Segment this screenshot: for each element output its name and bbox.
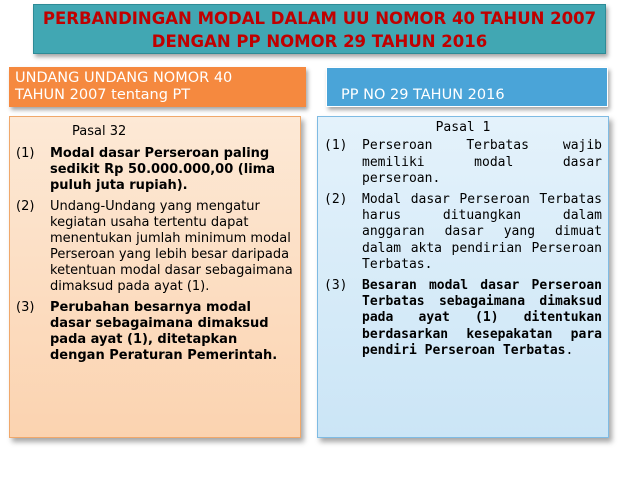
right-item-2-text: Modal dasar Perseroan Terbatas harus dituangkan dalam anggaran dasar yang dimuat dalam akta pendirian Perseroan Terbatas. xyxy=(362,191,602,273)
right-item-3-period: . xyxy=(565,343,574,359)
slide-title xyxy=(33,4,606,54)
left-pasal-heading: Pasal 32 xyxy=(72,124,127,139)
left-item-2 xyxy=(16,199,294,295)
right-item-3 xyxy=(324,278,602,360)
left-item-2-number: (2) xyxy=(16,199,35,214)
right-column-header xyxy=(326,67,608,107)
right-item-2 xyxy=(324,192,602,274)
right-pasal-heading: Pasal 1 xyxy=(435,120,491,135)
left-item-1 xyxy=(16,146,294,194)
left-header-line-2: TAHUN 2007 tentang PT xyxy=(15,87,191,103)
right-content-panel xyxy=(317,116,609,438)
left-item-2-text: Undang-Undang yang mengatur kegiatan usaha tertentu dapat menentukan jumlah minimum modal Perseroan yang lebih besar daripada ketentuan modal dasar sebagaimana dimaksud pada ayat (1). xyxy=(50,199,293,294)
title-line-1: PERBANDINGAN MODAL DALAM UU NOMOR 40 TAHUN 2007 xyxy=(42,9,597,28)
left-header-line-1: UNDANG UNDANG NOMOR 40 xyxy=(15,70,233,86)
right-item-3-bold-text: Besaran modal dasar Perseroan Terbatas sebagaimana dimaksud pada ayat (1) ditentukan berdasarkan kesepakatan para pendiri Perseroan Terbatas xyxy=(362,277,602,359)
right-header-text: PP NO 29 TAHUN 2016 xyxy=(341,87,505,103)
left-column-header xyxy=(9,67,306,107)
left-item-1-number: (1) xyxy=(16,146,35,161)
right-item-1 xyxy=(324,138,602,187)
left-content-panel xyxy=(9,116,301,438)
left-item-3 xyxy=(16,300,294,364)
right-item-2-number: (2) xyxy=(324,191,348,207)
right-item-3-number: (3) xyxy=(324,277,348,293)
left-item-3-text: Perubahan besarnya modal dasar sebagaimana dimaksud pada ayat (1), ditetapkan dengan Peraturan Pemerintah. xyxy=(50,300,278,363)
right-item-3-text xyxy=(362,278,602,360)
right-item-1-text: Perseroan Terbatas wajib memiliki modal dasar perseroan. xyxy=(362,138,602,187)
left-item-3-number: (3) xyxy=(16,300,35,315)
title-line-2: DENGAN PP NOMOR 29 TAHUN 2016 xyxy=(151,32,488,51)
right-item-1-number: (1) xyxy=(324,138,348,154)
left-item-1-text: Modal dasar Perseroan paling sedikit Rp 50.000.000,00 (lima puluh juta rupiah). xyxy=(50,146,275,193)
